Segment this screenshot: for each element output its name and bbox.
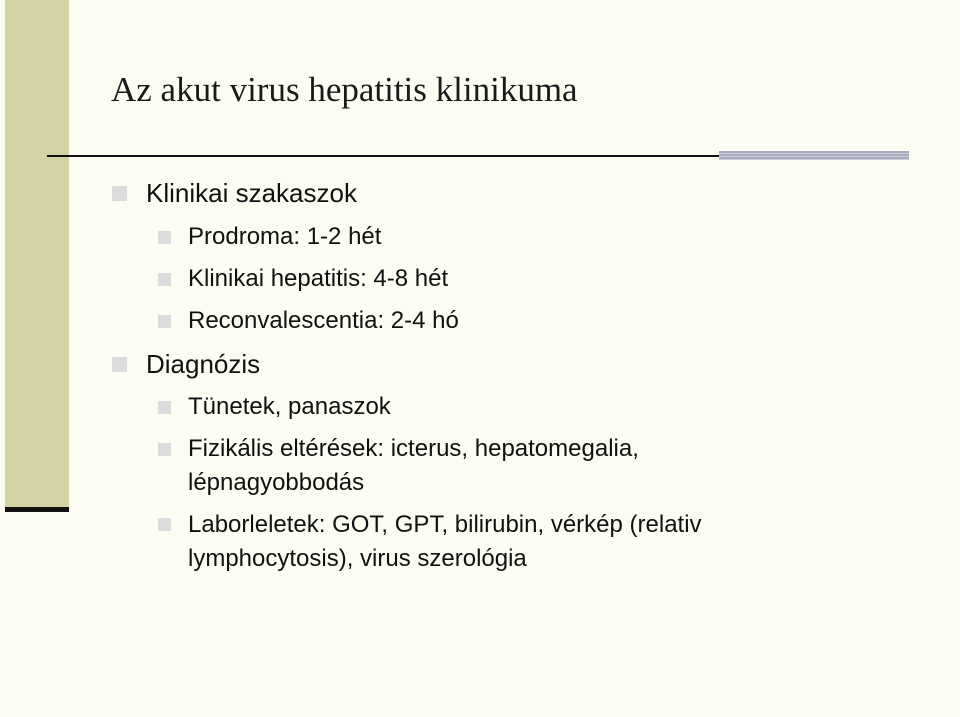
bullet-item-tunetek: Tünetek, panaszok: [188, 393, 391, 420]
bullet-item-fizikalis: [188, 432, 639, 500]
bullet-line: Laborleletek: GOT, GPT, bilirubin, vérkép (relativ: [188, 511, 702, 538]
square-bullet-icon: [158, 315, 171, 328]
square-bullet-icon: [158, 273, 171, 286]
square-bullet-icon: [112, 357, 127, 372]
square-bullet-icon: [158, 401, 171, 414]
bullet-item-laborleletek: [188, 508, 702, 576]
bullet-line: lépnagyobbodás: [188, 469, 365, 496]
bullet-item-reconvalescentia: Reconvalescentia: 2-4 hó: [188, 307, 459, 334]
square-bullet-icon: [158, 518, 171, 531]
bullet-line: Fizikális eltérések: icterus, hepatomegalia,: [188, 435, 639, 462]
slide-title: Az akut virus hepatitis klinikuma: [111, 70, 578, 109]
square-bullet-icon: [112, 186, 127, 201]
square-bullet-icon: [158, 231, 171, 244]
bullet-item-klinikai-szakaszok: Klinikai szakaszok: [146, 178, 357, 208]
bullet-item-prodroma: Prodroma: 1-2 hét: [188, 223, 382, 250]
square-bullet-icon: [158, 443, 171, 456]
bullet-item-klinikai-hepatitis: Klinikai hepatitis: 4-8 hét: [188, 265, 449, 292]
bullet-line: lymphocytosis), virus szerológia: [188, 545, 527, 572]
bullet-item-diagnozis: Diagnózis: [146, 349, 261, 379]
